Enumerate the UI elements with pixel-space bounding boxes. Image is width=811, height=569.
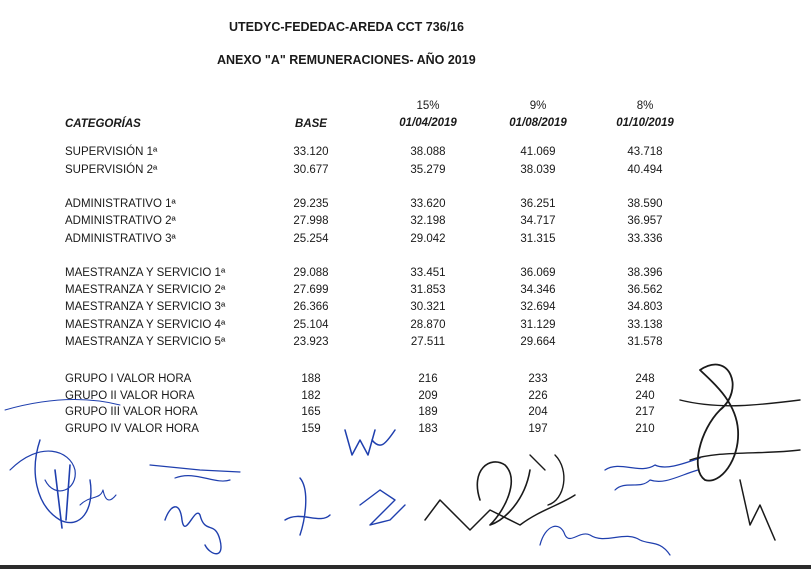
value-c3-cell: 33.336	[627, 233, 663, 245]
header-base: BASE	[295, 118, 327, 130]
document-subtitle: ANEXO "A" REMUNERACIONES- AÑO 2019	[217, 53, 476, 67]
value-c2-cell: 36.069	[520, 267, 556, 279]
category-label: MAESTRANZA Y SERVICIO 3ª	[65, 301, 226, 313]
base-cell: 27.998	[293, 215, 329, 227]
category-label: SUPERVISIÓN 1ª	[65, 146, 158, 158]
value-c1-cell: 183	[418, 423, 438, 435]
category-label: ADMINISTRATIVO 1ª	[65, 198, 176, 210]
category-label: GRUPO III VALOR HORA	[65, 406, 198, 418]
value-c1-cell: 216	[418, 373, 438, 385]
header-date-2: 01/08/2019	[509, 117, 567, 129]
value-c1-cell: 31.853	[410, 284, 446, 296]
category-label: MAESTRANZA Y SERVICIO 1ª	[65, 267, 226, 279]
base-cell: 23.923	[293, 336, 329, 348]
value-c2-cell: 226	[528, 390, 548, 402]
value-c3-cell: 31.578	[627, 336, 663, 348]
document-title: UTEDYC-FEDEDAC-AREDA CCT 736/16	[229, 20, 464, 34]
header-categorias: CATEGORÍAS	[65, 118, 141, 130]
value-c2-cell: 34.717	[520, 215, 556, 227]
base-cell: 182	[301, 390, 321, 402]
value-c1-cell: 27.511	[410, 336, 446, 348]
base-cell: 33.120	[293, 146, 329, 158]
value-c1-cell: 32.198	[410, 215, 446, 227]
value-c3-cell: 40.494	[627, 164, 663, 176]
value-c1-cell: 30.321	[410, 301, 446, 313]
base-cell: 188	[301, 373, 321, 385]
value-c1-cell: 33.451	[410, 267, 446, 279]
category-label: GRUPO I VALOR HORA	[65, 373, 192, 385]
base-cell: 30.677	[293, 164, 329, 176]
value-c3-cell: 36.562	[627, 284, 663, 296]
category-label: GRUPO II VALOR HORA	[65, 390, 195, 402]
value-c1-cell: 38.088	[410, 146, 446, 158]
header-date-3: 01/10/2019	[616, 117, 674, 129]
category-label: MAESTRANZA Y SERVICIO 2ª	[65, 284, 226, 296]
value-c2-cell: 204	[528, 406, 548, 418]
value-c3-cell: 43.718	[627, 146, 663, 158]
scan-edge	[0, 565, 811, 569]
value-c2-cell: 31.129	[520, 319, 556, 331]
value-c1-cell: 35.279	[410, 164, 446, 176]
base-cell: 159	[301, 423, 321, 435]
header-pct-2: 9%	[529, 100, 547, 112]
value-c3-cell: 38.396	[627, 267, 663, 279]
base-cell: 27.699	[293, 284, 329, 296]
value-c2-cell: 38.039	[520, 164, 556, 176]
value-c1-cell: 209	[418, 390, 438, 402]
value-c2-cell: 36.251	[520, 198, 556, 210]
category-label: ADMINISTRATIVO 2ª	[65, 215, 176, 227]
value-c2-cell: 31.315	[520, 233, 556, 245]
value-c2-cell: 233	[528, 373, 548, 385]
value-c1-cell: 29.042	[410, 233, 446, 245]
base-cell: 25.104	[293, 319, 329, 331]
base-cell: 29.235	[293, 198, 329, 210]
value-c1-cell: 28.870	[410, 319, 446, 331]
value-c2-cell: 41.069	[520, 146, 556, 158]
value-c2-cell: 34.346	[520, 284, 556, 296]
category-label: GRUPO IV VALOR HORA	[65, 423, 199, 435]
value-c2-cell: 197	[528, 423, 548, 435]
value-c3-cell: 33.138	[627, 319, 663, 331]
category-label: MAESTRANZA Y SERVICIO 5ª	[65, 336, 226, 348]
value-c3-cell: 34.803	[627, 301, 663, 313]
header-pct-3: 8%	[636, 100, 654, 112]
value-c3-cell: 240	[635, 390, 655, 402]
value-c3-cell: 36.957	[627, 215, 663, 227]
header-date-1: 01/04/2019	[399, 117, 457, 129]
base-cell: 26.366	[293, 301, 329, 313]
base-cell: 29.088	[293, 267, 329, 279]
category-label: ADMINISTRATIVO 3ª	[65, 233, 176, 245]
base-cell: 25.254	[293, 233, 329, 245]
value-c1-cell: 189	[418, 406, 438, 418]
value-c3-cell: 217	[635, 406, 655, 418]
value-c1-cell: 33.620	[410, 198, 446, 210]
value-c3-cell: 38.590	[627, 198, 663, 210]
value-c2-cell: 32.694	[520, 301, 556, 313]
category-label: MAESTRANZA Y SERVICIO 4ª	[65, 319, 226, 331]
value-c3-cell: 248	[635, 373, 655, 385]
category-label: SUPERVISIÓN 2ª	[65, 164, 158, 176]
header-pct-1: 15%	[416, 100, 440, 112]
base-cell: 165	[301, 406, 321, 418]
value-c3-cell: 210	[635, 423, 655, 435]
value-c2-cell: 29.664	[520, 336, 556, 348]
